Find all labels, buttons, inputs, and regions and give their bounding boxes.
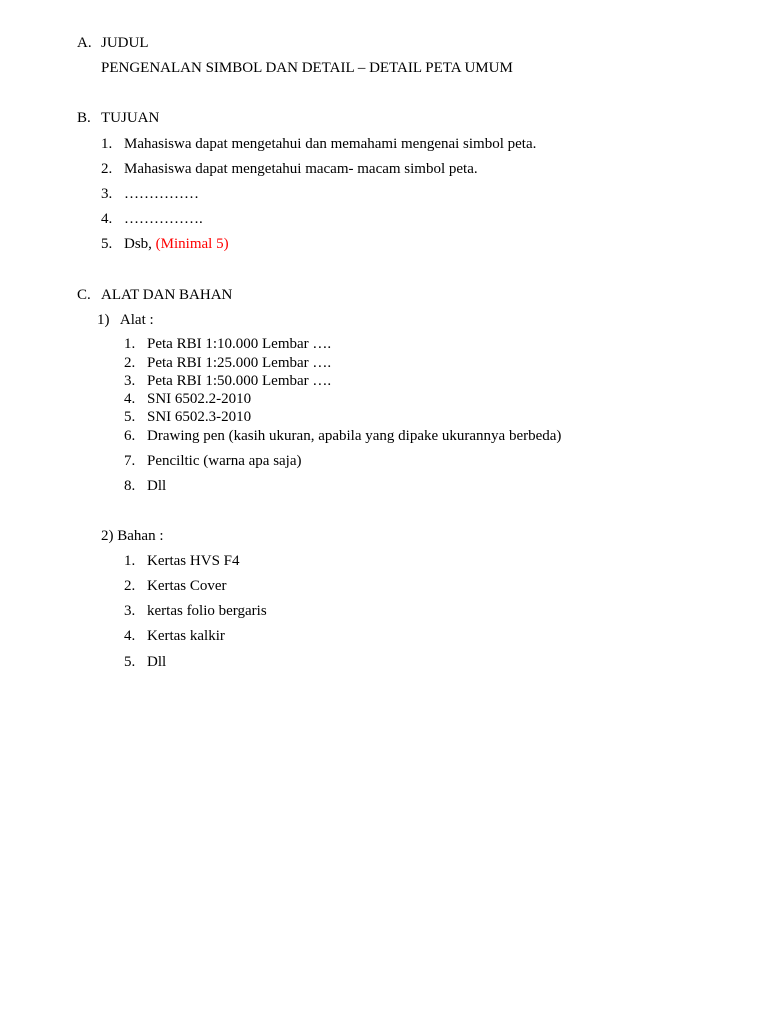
tujuan-item-4-num: 4. — [101, 211, 113, 227]
alat-item-6-text: Drawing pen (kasih ukuran, apabila yang dipake ukurannya berbeda) — [147, 428, 562, 444]
alat-item-7-num: 7. — [124, 453, 136, 469]
alat-item-1-num: 1. — [124, 336, 136, 352]
alat-item-8-text: Dll — [147, 478, 167, 494]
section-a-letter: A. — [77, 35, 92, 51]
bahan-item-5-num: 5. — [124, 654, 136, 670]
tujuan-item-1-text: Mahasiswa dapat mengetahui dan memahami mengenai simbol peta. — [124, 136, 537, 152]
alat-item-5-num: 5. — [124, 409, 136, 425]
bahan-item-3-text: kertas folio bergaris — [147, 603, 267, 619]
alat-item-2-text: Peta RBI 1:25.000 Lembar …. — [147, 355, 332, 371]
alat-item-7-text: Penciltic (warna apa saja) — [147, 453, 302, 469]
alat-item-4-num: 4. — [124, 391, 136, 407]
tujuan-item-2-text: Mahasiswa dapat mengetahui macam- macam simbol peta. — [124, 161, 478, 177]
bahan-label: 2) Bahan : — [101, 528, 164, 544]
alat-item-8-num: 8. — [124, 478, 136, 494]
tujuan-item-5 — [124, 235, 229, 253]
section-a-heading: JUDUL — [101, 35, 149, 51]
alat-item-1-text: Peta RBI 1:10.000 Lembar …. — [147, 336, 332, 352]
alat-item-3-text: Peta RBI 1:50.000 Lembar …. — [147, 373, 332, 389]
alat-item-4-text: SNI 6502.2-2010 — [147, 391, 252, 407]
bahan-item-2-text: Kertas Cover — [147, 578, 227, 594]
tujuan-item-2-num: 2. — [101, 161, 113, 177]
bahan-item-4-num: 4. — [124, 628, 136, 644]
tujuan-item-4-text: ……………. — [124, 211, 203, 227]
tujuan-minimal-note: (Minimal 5) — [155, 236, 229, 252]
alat-label: 1) Alat : — [97, 312, 154, 328]
alat-item-6-num: 6. — [124, 428, 136, 444]
alat-item-2-num: 2. — [124, 355, 136, 371]
bahan-item-3-num: 3. — [124, 603, 136, 619]
section-b-letter: B. — [77, 110, 91, 126]
bahan-item-1-text: Kertas HVS F4 — [147, 553, 240, 569]
tujuan-item-3-num: 3. — [101, 186, 113, 202]
section-b-heading: TUJUAN — [101, 110, 160, 126]
alat-item-3-num: 3. — [124, 373, 136, 389]
tujuan-item-3-text: …………… — [124, 186, 199, 202]
bahan-item-5-text: Dll — [147, 654, 167, 670]
section-c-heading: ALAT DAN BAHAN — [101, 287, 233, 303]
tujuan-item-5-text: Dsb, — [124, 236, 152, 252]
tujuan-item-5-num: 5. — [101, 236, 113, 252]
bahan-item-2-num: 2. — [124, 578, 136, 594]
section-c-letter: C. — [77, 287, 91, 303]
bahan-item-4-text: Kertas kalkir — [147, 628, 225, 644]
tujuan-item-1-num: 1. — [101, 136, 113, 152]
document-title: PENGENALAN SIMBOL DAN DETAIL – DETAIL PETA UMUM — [101, 60, 513, 76]
alat-item-5-text: SNI 6502.3-2010 — [147, 409, 252, 425]
bahan-item-1-num: 1. — [124, 553, 136, 569]
